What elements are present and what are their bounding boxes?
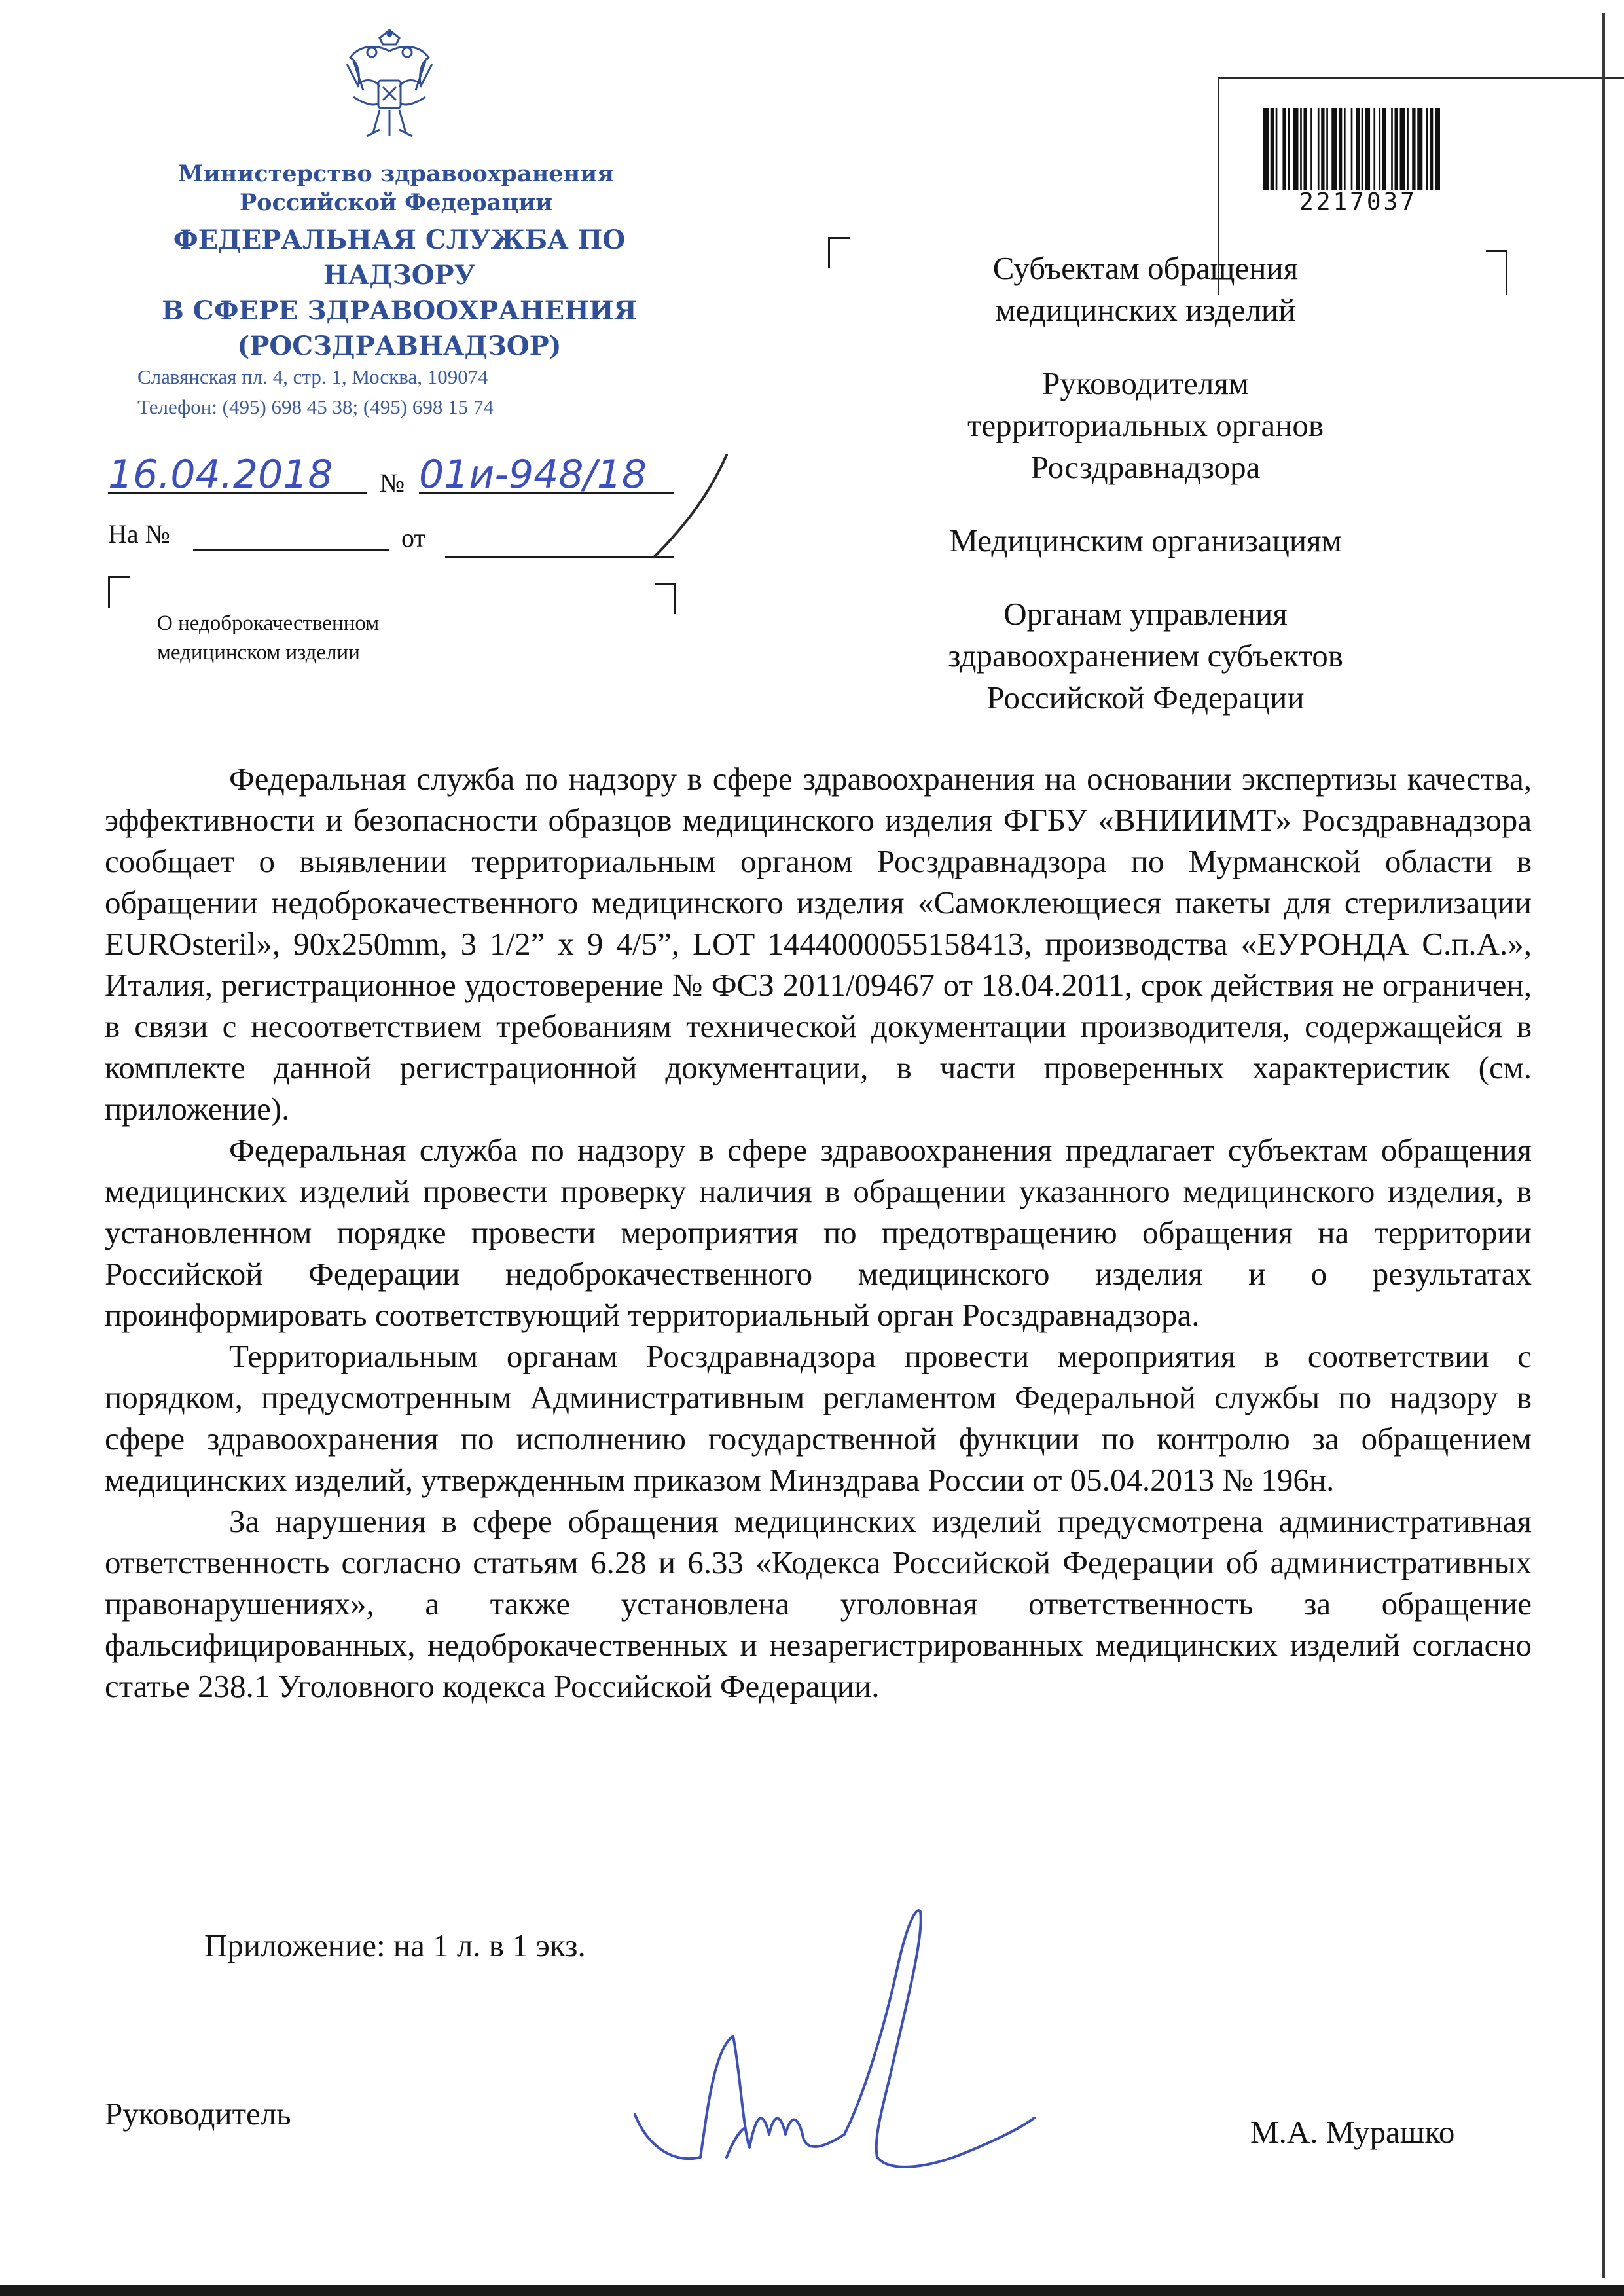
barcode-bar — [1310, 108, 1312, 190]
barcode-bar — [1373, 108, 1375, 190]
barcode-bar — [1300, 108, 1302, 190]
body-paragraph: Территориальным органам Росздравнадзора провести мероприятия в соответствии с порядком, предусмотренным Административным регламентом Федеральной службы по надзору в сфере здравоохранения по исполнению государственной функции по контролю за обращением медицинских изделий, утвержденным приказом Минздрава России от 05.04.2013 № 196н. — [105, 1338, 1532, 1498]
addressee-line: территориальных органов — [967, 407, 1324, 443]
body-paragraph: Федеральная служба по надзору в сфере здравоохранения предлагает субъектам обращения медицинских изделий провести проверку наличия в обращении указанного медицинского изделия, в установленном порядке провести мероприятия по предотвращению обращения на территории Российской Федерации недоброкачественного медицинского изделия и о результатах проинформировать соответствующий территориальный орган Росздравнадзора. — [105, 1132, 1532, 1333]
addressee-corner-right — [1486, 250, 1507, 295]
barcode-bar — [1288, 108, 1290, 190]
ministry-name — [157, 160, 635, 217]
barcode-bar — [1344, 108, 1346, 190]
ministry-line: Российской Федерации — [239, 189, 553, 216]
addressee-line: Органам управления — [1003, 596, 1288, 632]
signatory-name: М.А. Мурашко — [1250, 2114, 1455, 2150]
barcode-bar — [1339, 108, 1342, 190]
barcode-bar — [1412, 108, 1415, 190]
addressee-line: медицинских изделий — [995, 292, 1296, 328]
address-line: Славянская пл. 4, стр. 1, Москва, 109074 — [137, 365, 488, 388]
service-line: ФЕДЕРАЛЬНАЯ СЛУЖБА ПО НАДЗОРУ — [173, 225, 626, 291]
addressee-corner-left — [828, 237, 850, 268]
barcode-bar — [1331, 108, 1337, 190]
double-headed-eagle-icon — [340, 25, 439, 149]
addressee — [910, 247, 1381, 331]
subject-line: медицинском изделии — [157, 641, 360, 665]
barcode-bar — [1430, 108, 1433, 190]
scan-edge-right — [1602, 13, 1605, 2278]
registration-number: 01и-948/18 — [419, 452, 647, 498]
handwritten-signature — [628, 1899, 1074, 2187]
reference-number-line — [193, 549, 389, 551]
barcode-bar — [1282, 108, 1286, 190]
barcode-bar — [1394, 108, 1398, 190]
service-line: В СФЕРЕ ЗДРАВООХРАНЕНИЯ — [162, 295, 637, 326]
barcode-bar — [1271, 108, 1274, 190]
reference-from-label: от — [401, 523, 425, 553]
subject-line: О недоброкачественном — [157, 611, 380, 635]
subject-corner-left — [108, 576, 130, 608]
barcode-bar — [1293, 108, 1298, 190]
barcode-bar — [1356, 108, 1360, 190]
barcode-bar — [1362, 108, 1363, 190]
number-sign-label: № — [380, 468, 405, 498]
addressee-line: Субъектам обращения — [992, 250, 1299, 286]
barcode-bar — [1382, 108, 1386, 190]
body-paragraph: Федеральная служба по надзору в сфере здравоохранения на основании экспертизы качества, эффективности и безопасности образцов медицинского изделия ФГБУ «ВНИИИМТ» Росздравнадзора сообщает о выявлении территориальным органом Росздравнадзора по Мурманской области в обращении недоброкачественного медицинского изделия «Самоклеющиеся пакеты для стерилизации EUROsteril», 90x250mm, 3 1/2” x 9 4/5”, LOT 1444000055158413, производства «ЕУРОНДА С.п.А.», Италия, регистрационное удостоверение № ФСЗ 2011/09467 от 18.04.2011, срок действия не ограничен, в связи с несоответствием требованиям технической документации производителя, содержащейся в комплекте данной регистрационной документации, в части проверенных характеристик (см. приложение). — [105, 761, 1532, 1127]
barcode-bar — [1276, 108, 1278, 190]
addressee — [910, 593, 1381, 719]
barcode-bar — [1318, 108, 1320, 190]
barcode-bar — [1365, 108, 1370, 190]
letter-subject — [157, 609, 524, 668]
letter-body — [105, 758, 1532, 1707]
barcode-bar — [1326, 108, 1328, 190]
appendix-note: Приложение: на 1 л. в 1 экз. — [204, 1927, 586, 1963]
body-paragraph: За нарушения в сфере обращения медицинских изделий предусмотрена административная ответственность согласно статьям 6.28 и 6.33 «Кодекса Российской Федерации об административных правонарушениях», а также установлена уголовная ответственность за обращение фальсифицированных, недоброкачественных и незарегистрированных медицинских изделий согласно статье 238.1 Уголовного кодекса Российской Федерации. — [105, 1503, 1532, 1704]
phone-line: Телефон: (495) 698 45 38; (495) 698 15 74 — [137, 395, 494, 418]
date-underline — [108, 492, 367, 494]
barcode-bar — [1426, 108, 1428, 190]
subject-corner-right — [655, 583, 676, 614]
barcode-bar — [1417, 108, 1422, 190]
addressee-line: здравоохранением субъектов — [948, 638, 1343, 674]
addressee-line: Российской Федерации — [986, 680, 1305, 716]
barcode-bar — [1351, 108, 1353, 190]
barcode-bar — [1400, 108, 1405, 190]
barcode-bar — [1435, 108, 1440, 190]
barcode-number: 2217037 — [1299, 189, 1417, 215]
service-line: (РОСЗДРАВНАДЗОР) — [237, 331, 562, 361]
addressee-block — [910, 247, 1381, 750]
signatory-title: Руководитель — [105, 2096, 291, 2132]
reference-number-label: На № — [108, 519, 170, 549]
addressee-line: Росздравнадзора — [1030, 449, 1261, 485]
scan-edge-bottom — [0, 2285, 1624, 2296]
barcode-bar — [1391, 108, 1393, 190]
addressee-line: Медицинским организациям — [949, 522, 1342, 558]
ministry-line: Министерство здравоохранения — [177, 160, 615, 187]
barcode-bar — [1321, 108, 1324, 190]
barcode-bar — [1263, 108, 1269, 190]
addressee — [910, 363, 1381, 488]
addressee-line: Руководителям — [1042, 365, 1249, 401]
barcode-bar — [1303, 108, 1307, 190]
barcode — [1263, 108, 1440, 190]
addressee — [910, 520, 1381, 562]
registration-date: 16.04.2018 — [108, 452, 333, 498]
barcode-bar — [1379, 108, 1380, 190]
handwritten-slash — [628, 445, 746, 563]
barcode-bar — [1407, 108, 1409, 190]
letterhead-address — [137, 362, 661, 422]
service-name — [98, 223, 700, 364]
